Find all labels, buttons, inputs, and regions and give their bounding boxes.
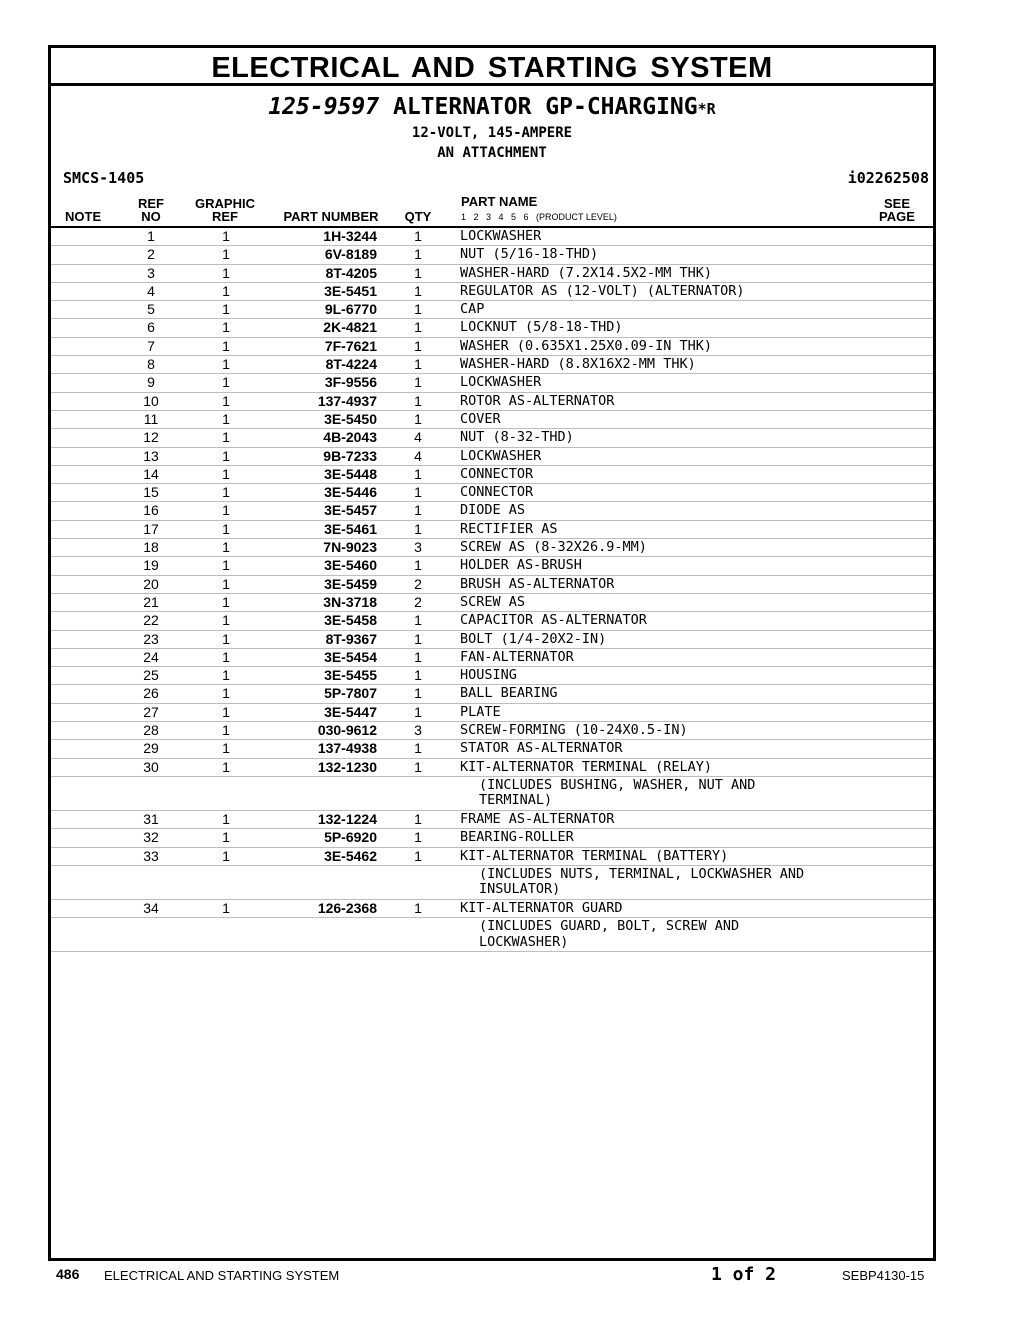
section-title-bar	[51, 48, 933, 86]
table-row	[51, 900, 933, 918]
table-row	[51, 521, 933, 539]
quantity: 2	[414, 575, 422, 592]
quantity: 1	[414, 392, 422, 409]
col-product-levels: 1 2 3 4 5 6 (PRODUCT LEVEL)	[461, 212, 617, 222]
quantity: 1	[414, 264, 422, 281]
ref-no: 17	[143, 520, 159, 537]
graphic-ref: 1	[222, 520, 230, 537]
part-name: LOCKWASHER	[460, 228, 542, 244]
quantity: 1	[414, 228, 422, 244]
group-attachment: AN ATTACHMENT	[437, 145, 547, 161]
part-number: 137-4937	[317, 392, 377, 409]
ref-no: 32	[143, 829, 159, 846]
ref-no: 15	[143, 484, 159, 501]
part-number: 3N-3718	[323, 593, 377, 610]
part-name: LOCKWASHER	[460, 374, 542, 391]
ref-no: 26	[143, 685, 159, 702]
part-name: LOCKWASHER	[460, 447, 542, 464]
ref-no: 10	[143, 392, 159, 409]
part-number: 8T-4224	[325, 356, 377, 373]
graphic-ref: 1	[222, 282, 230, 299]
quantity: 2	[414, 593, 422, 610]
quantity: 3	[414, 539, 422, 556]
part-number: 3E-5448	[324, 465, 377, 482]
graphic-ref: 1	[222, 484, 230, 501]
ref-no: 1	[147, 228, 155, 244]
table-row	[51, 484, 933, 502]
parts-table	[51, 228, 933, 952]
ref-no: 7	[147, 337, 155, 354]
part-name: SCREW AS	[460, 593, 526, 610]
table-row	[51, 649, 933, 667]
page-number: 486	[56, 1266, 80, 1282]
ref-no: 3	[147, 264, 155, 281]
part-name: SCREW AS (8-32X26.9-MM)	[460, 539, 647, 556]
col-gref-bottom: REF	[212, 209, 238, 224]
part-number: 3E-5450	[324, 410, 377, 427]
group-name: ALTERNATOR GP-CHARGING	[392, 94, 698, 120]
quantity: 1	[414, 630, 422, 647]
ref-no: 12	[143, 429, 159, 446]
table-row	[51, 429, 933, 447]
document-id: SEBP4130-15	[842, 1268, 925, 1283]
graphic-ref: 1	[222, 429, 230, 446]
graphic-ref: 1	[222, 703, 230, 720]
graphic-ref: 1	[222, 630, 230, 647]
group-header	[51, 93, 933, 163]
graphic-ref: 1	[222, 899, 230, 916]
quantity: 4	[414, 429, 422, 446]
table-row	[51, 246, 933, 264]
part-name: CONNECTOR	[460, 465, 534, 482]
ref-no: 14	[143, 465, 159, 482]
part-number: 8T-4205	[325, 264, 377, 281]
quantity: 1	[414, 337, 422, 354]
table-row	[51, 502, 933, 520]
graphic-ref: 1	[222, 228, 230, 244]
graphic-ref: 1	[222, 740, 230, 757]
part-name: HOLDER AS-BRUSH	[460, 557, 582, 574]
part-name: ROTOR AS-ALTERNATOR	[460, 392, 615, 409]
part-number: 3E-5447	[324, 703, 377, 720]
graphic-ref: 1	[222, 392, 230, 409]
quantity: 1	[414, 557, 422, 574]
part-number: 5P-6920	[324, 829, 377, 846]
ref-no: 30	[143, 758, 159, 775]
quantity: 1	[414, 356, 422, 373]
part-name: CAPACITOR AS-ALTERNATOR	[460, 612, 647, 629]
table-row	[51, 667, 933, 685]
table-row	[51, 265, 933, 283]
table-row	[51, 848, 933, 866]
graphic-ref: 1	[222, 847, 230, 864]
graphic-ref: 1	[222, 667, 230, 684]
graphic-ref: 1	[222, 539, 230, 556]
part-name: KIT-ALTERNATOR TERMINAL (RELAY)	[460, 758, 712, 775]
col-part-name: PART NAME	[461, 194, 538, 209]
table-row	[51, 356, 933, 374]
ref-no: 22	[143, 612, 159, 629]
quantity: 1	[414, 282, 422, 299]
part-number: 132-1224	[317, 810, 377, 827]
table-note-row	[51, 777, 933, 811]
part-number: 3E-5451	[324, 282, 377, 299]
graphic-ref: 1	[222, 810, 230, 827]
quantity: 1	[414, 301, 422, 318]
graphic-ref: 1	[222, 301, 230, 318]
table-row	[51, 740, 933, 758]
graphic-ref: 1	[222, 557, 230, 574]
ref-no: 8	[147, 356, 155, 373]
ref-no: 9	[147, 374, 155, 391]
ref-no: 28	[143, 722, 159, 739]
table-row	[51, 466, 933, 484]
part-number: 7F-7621	[324, 337, 377, 354]
smcs-code: SMCS-1405	[63, 169, 145, 187]
part-name: FAN-ALTERNATOR	[460, 648, 574, 665]
graphic-ref: 1	[222, 246, 230, 263]
table-row	[51, 759, 933, 777]
quantity: 1	[414, 648, 422, 665]
part-name: NUT (8-32-THD)	[460, 429, 574, 446]
ref-no: 33	[143, 847, 159, 864]
part-number: 6V-8189	[324, 246, 377, 263]
part-number: 3E-5457	[324, 502, 377, 519]
part-name: FRAME AS-ALTERNATOR	[460, 810, 615, 827]
table-note-row	[51, 866, 933, 900]
ref-no: 19	[143, 557, 159, 574]
part-name: BEARING-ROLLER	[460, 829, 574, 846]
part-number: 1H-3244	[323, 228, 377, 244]
quantity: 1	[414, 847, 422, 864]
part-name: NUT (5/16-18-THD)	[460, 246, 599, 263]
part-name: REGULATOR AS (12-VOLT) (ALTERNATOR)	[460, 282, 745, 299]
quantity: 1	[414, 758, 422, 775]
part-number: 3E-5462	[324, 847, 377, 864]
col-gref-top: GRAPHIC	[195, 196, 255, 211]
part-note: (INCLUDES GUARD, BOLT, SCREW AND LOCKWASHER)	[479, 918, 740, 950]
graphic-ref: 1	[222, 648, 230, 665]
table-row	[51, 685, 933, 703]
part-name: WASHER (0.635X1.25X0.09-IN THK)	[460, 337, 712, 354]
graphic-ref: 1	[222, 447, 230, 464]
table-row	[51, 576, 933, 594]
part-name: BRUSH AS-ALTERNATOR	[460, 575, 615, 592]
part-number: 126-2368	[317, 899, 377, 916]
ref-no: 31	[143, 810, 159, 827]
part-name: WASHER-HARD (8.8X16X2-MM THK)	[460, 356, 696, 373]
graphic-ref: 1	[222, 758, 230, 775]
part-name: CONNECTOR	[460, 484, 534, 501]
part-name: CAP	[460, 301, 485, 318]
ref-no: 27	[143, 703, 159, 720]
ref-no: 21	[143, 593, 159, 610]
graphic-ref: 1	[222, 575, 230, 592]
quantity: 1	[414, 899, 422, 916]
quantity: 1	[414, 246, 422, 263]
graphic-ref: 1	[222, 319, 230, 336]
quantity: 1	[414, 484, 422, 501]
part-number: 030-9612	[317, 722, 377, 739]
table-row	[51, 228, 933, 246]
part-name: KIT-ALTERNATOR GUARD	[460, 899, 623, 916]
part-name: KIT-ALTERNATOR TERMINAL (BATTERY)	[460, 847, 729, 864]
ref-no: 16	[143, 502, 159, 519]
quantity: 1	[414, 667, 422, 684]
ref-no: 29	[143, 740, 159, 757]
part-name: RECTIFIER AS	[460, 520, 558, 537]
part-name: HOUSING	[460, 667, 517, 684]
table-row	[51, 704, 933, 722]
table-row	[51, 539, 933, 557]
part-number: 3F-9556	[324, 374, 377, 391]
ref-no: 18	[143, 539, 159, 556]
graphic-ref: 1	[222, 593, 230, 610]
part-number: 4B-2043	[323, 429, 377, 446]
quantity: 1	[414, 703, 422, 720]
group-suffix: *R	[697, 100, 716, 118]
col-note: NOTE	[65, 209, 102, 224]
part-note: (INCLUDES NUTS, TERMINAL, LOCKWASHER AND INSULATOR)	[479, 865, 805, 898]
part-name: DIODE AS	[460, 502, 526, 519]
ref-no: 11	[143, 410, 159, 427]
part-number: 3E-5455	[324, 667, 377, 684]
quantity: 1	[414, 502, 422, 519]
graphic-ref: 1	[222, 410, 230, 427]
illustration-id: i02262508	[847, 169, 929, 187]
ref-no: 20	[143, 575, 159, 592]
ref-no: 4	[147, 282, 155, 299]
quantity: 1	[414, 685, 422, 702]
part-number: 137-4938	[317, 740, 377, 757]
table-note-row	[51, 918, 933, 952]
group-spec: 12-VOLT, 145-AMPERE	[411, 125, 573, 141]
table-row	[51, 374, 933, 392]
table-row	[51, 338, 933, 356]
part-name: SCREW-FORMING (10-24X0.5-IN)	[460, 722, 688, 739]
part-number: 7N-9023	[323, 539, 377, 556]
table-row	[51, 722, 933, 740]
table-row	[51, 301, 933, 319]
part-number: 3E-5459	[324, 575, 377, 592]
quantity: 1	[414, 520, 422, 537]
part-number: 3E-5446	[324, 484, 377, 501]
graphic-ref: 1	[222, 356, 230, 373]
ref-no: 13	[143, 447, 159, 464]
part-name: BALL BEARING	[460, 685, 558, 702]
graphic-ref: 1	[222, 374, 230, 391]
col-qty: QTY	[404, 209, 432, 224]
table-row	[51, 594, 933, 612]
part-number: 132-1230	[317, 758, 377, 775]
graphic-ref: 1	[222, 612, 230, 629]
part-number: 3E-5461	[324, 520, 377, 537]
col-ref-bottom: NO	[141, 209, 161, 224]
quantity: 1	[414, 740, 422, 757]
part-number: 2K-4821	[323, 319, 377, 336]
quantity: 1	[414, 829, 422, 846]
graphic-ref: 1	[222, 722, 230, 739]
part-name: STATOR AS-ALTERNATOR	[460, 740, 623, 757]
part-number: 3E-5460	[324, 557, 377, 574]
table-row	[51, 811, 933, 829]
quantity: 1	[414, 410, 422, 427]
ref-no: 24	[143, 648, 159, 665]
table-row	[51, 319, 933, 337]
footer-section: ELECTRICAL AND STARTING SYSTEM	[104, 1268, 340, 1283]
quantity: 1	[414, 374, 422, 391]
part-note: (INCLUDES BUSHING, WASHER, NUT AND TERMINAL)	[479, 776, 756, 809]
part-name: COVER	[460, 410, 501, 427]
part-number: 5P-7807	[324, 685, 377, 702]
page-frame	[48, 45, 936, 1261]
quantity: 1	[414, 465, 422, 482]
table-row	[51, 448, 933, 466]
part-number: 3E-5454	[324, 648, 377, 665]
page-of: 1 of 2	[711, 1264, 777, 1285]
graphic-ref: 1	[222, 685, 230, 702]
graphic-ref: 1	[222, 264, 230, 281]
quantity: 1	[414, 810, 422, 827]
part-name: LOCKNUT (5/8-18-THD)	[460, 319, 623, 336]
table-row	[51, 283, 933, 301]
group-title	[51, 93, 933, 123]
part-number: 8T-9367	[325, 630, 377, 647]
ref-no: 34	[143, 899, 159, 916]
graphic-ref: 1	[222, 829, 230, 846]
col-part-number: PART NUMBER	[283, 209, 379, 224]
part-number: 9B-7233	[323, 447, 377, 464]
quantity: 3	[414, 722, 422, 739]
table-row	[51, 411, 933, 429]
graphic-ref: 1	[222, 337, 230, 354]
col-see-bottom: PAGE	[879, 209, 915, 224]
graphic-ref: 1	[222, 502, 230, 519]
ref-no: 2	[147, 246, 155, 263]
col-see-top: SEE	[883, 196, 910, 211]
quantity: 4	[414, 447, 422, 464]
table-row	[51, 557, 933, 575]
table-row	[51, 631, 933, 649]
col-ref-top: REF	[138, 196, 164, 211]
column-headers	[51, 194, 933, 228]
table-row	[51, 612, 933, 630]
graphic-ref: 1	[222, 465, 230, 482]
part-name: BOLT (1/4-20X2-IN)	[460, 630, 607, 647]
part-name: WASHER-HARD (7.2X14.5X2-MM THK)	[460, 264, 712, 281]
part-name: PLATE	[460, 703, 501, 720]
section-title: ELECTRICAL AND STARTING SYSTEM	[211, 52, 773, 84]
table-row	[51, 829, 933, 847]
group-number: 125-9597	[268, 94, 380, 120]
table-row	[51, 393, 933, 411]
quantity: 1	[414, 612, 422, 629]
ref-no: 5	[147, 301, 155, 318]
part-number: 9L-6770	[324, 301, 377, 318]
part-number: 3E-5458	[324, 612, 377, 629]
quantity: 1	[414, 319, 422, 336]
ref-no: 25	[143, 667, 159, 684]
ref-no: 23	[143, 630, 159, 647]
ref-no: 6	[147, 319, 155, 336]
